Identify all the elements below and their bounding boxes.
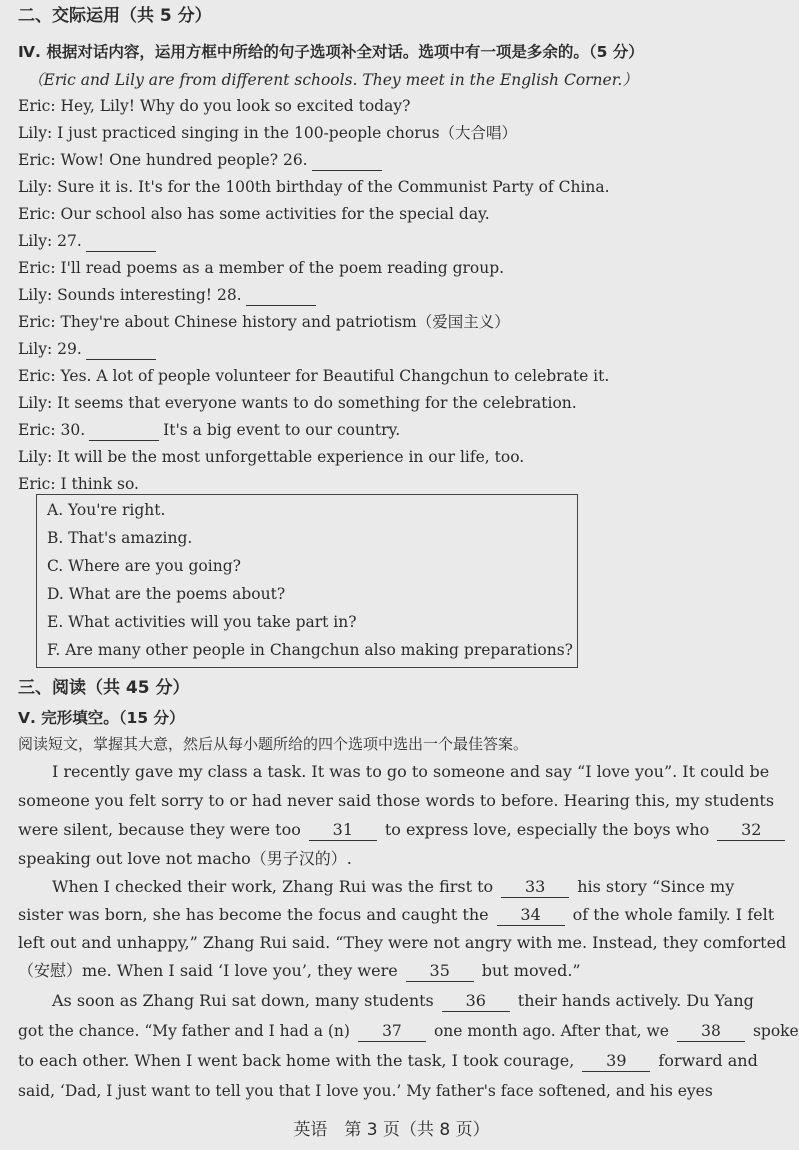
dialogue-line-2: Lily: I just practiced singing in the 100-people chorus（大合唱） [18,124,518,142]
dialogue-line-10 [18,339,160,360]
section2-heading: 二、交际运用（共 5 分） [18,6,212,26]
cloze-blank-36[interactable]: 36 [442,991,510,1012]
dialogue-context: （Eric and Lily are from different schools. They meet in the English Corner.） [28,71,638,89]
passage-text: forward and [658,1051,758,1070]
dialogue-line-11: Eric: Yes. A lot of people volunteer for Beautiful Changchun to celebrate it. [18,367,610,385]
answer-blank-28[interactable] [246,285,316,306]
passage-line-7: left out and unhappy,” Zhang Rui said. “They were not angry with me. Instead, they comforted [18,933,787,952]
section4-instruction: Ⅳ. 根据对话内容，运用方框中所给的句子选项补全对话。选项中有一项是多余的。（5 分） [18,43,644,61]
cloze-blank-33[interactable]: 33 [501,877,569,898]
answer-blank-26[interactable] [312,150,382,171]
passage-line-2: someone you felt sorry to or had never said those words to before. Hearing this, my students [18,791,775,810]
dialogue-line-13 [18,420,400,441]
passage-text: his story “Since my [577,877,735,896]
cloze-blank-32[interactable]: 32 [717,820,785,841]
cloze-heading: Ⅴ. 完形填空。（15 分） [18,709,185,727]
page-footer: 英语 第 3 页（共 8 页） [293,1120,490,1140]
dialogue-text: Lily: 27. [18,232,82,250]
passage-line-1: I recently gave my class a task. It was to go to someone and say “I love you”. It could be [52,762,770,781]
section3-heading: 三、阅读（共 45 分） [18,678,190,698]
passage-text: sister was born, she has become the focus and caught the [18,905,489,924]
dialogue-line-6 [18,231,160,252]
passage-text: （安慰）me. When I said ‘I love you’, they were [18,961,398,980]
passage-line-9 [52,991,754,1012]
answer-blank-30[interactable] [89,420,159,441]
passage-line-5 [52,877,734,898]
passage-text: got the chance. “My father and I had a (n) [18,1022,350,1040]
passage-text: to each other. When I went back home with the task, I took courage, [18,1051,575,1070]
cloze-instruction: 阅读短文，掌握其大意，然后从每小题所给的四个选项中选出一个最佳答案。 [18,735,529,753]
option-f: F. Are many other people in Changchun also making preparations? [47,641,573,659]
dialogue-line-15: Eric: I think so. [18,475,139,493]
option-c: C. Where are you going? [47,557,241,575]
dialogue-text: It's a big event to our country. [163,421,401,439]
cloze-blank-35[interactable]: 35 [406,961,474,982]
passage-text: but moved.” [481,961,581,980]
passage-text: spoke [752,1022,799,1040]
dialogue-text: Eric: 30. [18,421,86,439]
passage-line-10 [18,1021,799,1042]
passage-text: of the whole family. I felt [572,905,775,924]
passage-text: their hands actively. Du Yang [517,991,754,1010]
passage-text: When I checked their work, Zhang Rui was the first to [52,877,494,896]
passage-text: As soon as Zhang Rui sat down, many students [52,991,434,1010]
passage-line-8 [18,961,581,982]
option-e: E. What activities will you take part in? [47,613,357,631]
dialogue-line-4: Lily: Sure it is. It's for the 100th birthday of the Communist Party of China. [18,178,610,196]
answer-blank-27[interactable] [86,231,156,252]
dialogue-line-3 [18,150,386,171]
passage-text: one month ago. After that, we [433,1022,669,1040]
passage-line-11 [18,1051,758,1072]
option-b: B. That's amazing. [47,529,193,547]
dialogue-text: Lily: Sounds interesting! 28. [18,286,242,304]
cloze-blank-31[interactable]: 31 [309,820,377,841]
dialogue-text: Eric: Wow! One hundred people? 26. [18,151,308,169]
dialogue-line-1: Eric: Hey, Lily! Why do you look so excited today? [18,97,411,115]
answer-blank-29[interactable] [86,339,156,360]
passage-line-12: said, ‘Dad, I just want to tell you that I love you.’ My father's face softened, and his eyes [18,1082,713,1100]
cloze-blank-37[interactable]: 37 [358,1021,426,1042]
passage-text: to express love, especially the boys who [384,820,710,839]
passage-line-6 [18,905,774,926]
dialogue-line-7: Eric: I'll read poems as a member of the poem reading group. [18,259,505,277]
cloze-blank-38[interactable]: 38 [677,1021,745,1042]
passage-line-3 [18,820,793,841]
option-d: D. What are the poems about? [47,585,286,603]
options-box [36,494,578,668]
dialogue-text: Lily: 29. [18,340,82,358]
dialogue-line-12: Lily: It seems that everyone wants to do something for the celebration. [18,394,577,412]
passage-text: were silent, because they were too [18,820,301,839]
dialogue-line-14: Lily: It will be the most unforgettable experience in our life, too. [18,448,525,466]
cloze-blank-39[interactable]: 39 [582,1051,650,1072]
option-a: A. You're right. [47,501,166,519]
dialogue-line-9: Eric: They're about Chinese history and patriotism（爱国主义） [18,313,510,331]
cloze-blank-34[interactable]: 34 [497,905,565,926]
passage-line-4: speaking out love not macho（男子汉的）. [18,849,352,868]
dialogue-line-5: Eric: Our school also has some activities for the special day. [18,205,490,223]
dialogue-line-8 [18,285,320,306]
